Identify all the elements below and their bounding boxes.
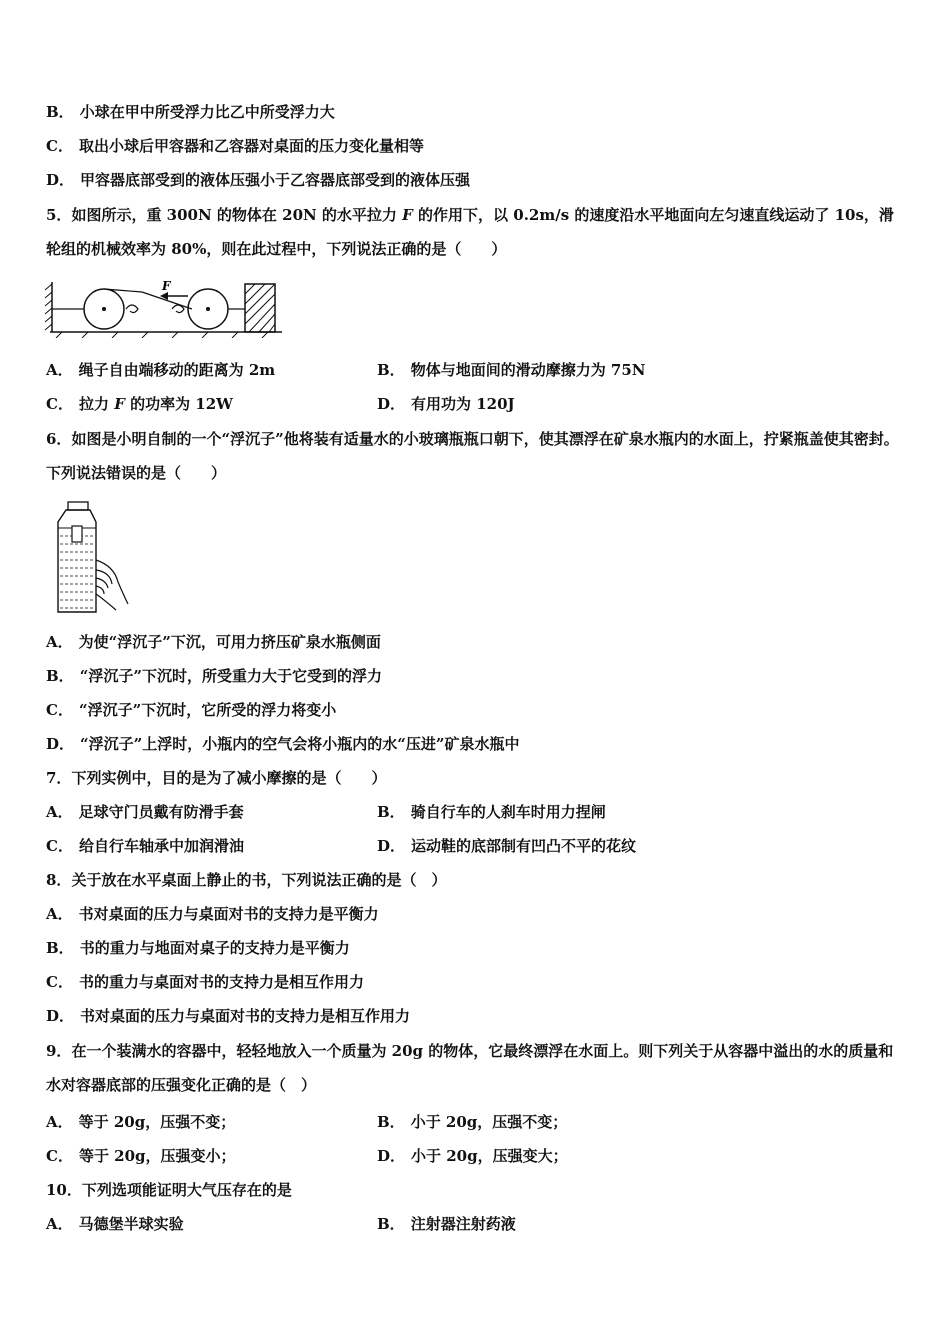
q9-option-a: A． 等于 20g，压强不变；	[46, 1113, 236, 1131]
q8-option-a: A． 书对桌面的压力与桌面对书的支持力是平衡力	[46, 905, 379, 923]
q9-option-c: C． 等于 20g，压强变小；	[46, 1147, 236, 1165]
q5-option-d: D． 有用功为 120J	[377, 395, 515, 413]
q5-option-a: A． 绳子自由端移动的距离为 2m	[46, 361, 276, 379]
q9-option-d: D． 小于 20g，压强变大；	[377, 1147, 568, 1165]
q7-option-d: D． 运动鞋的底部制有凹凸不平的花纹	[377, 837, 637, 855]
bottle-figure	[52, 500, 132, 618]
q6-option-b: B． “浮沉子”下沉时，所受重力大于它受到的浮力	[46, 667, 382, 685]
q6-option-a: A． 为使“浮沉子”下沉，可用力挤压矿泉水瓶侧面	[46, 633, 381, 651]
q6-stem: 6．如图是小明自制的一个“浮沉子”他将装有适量水的小玻璃瓶瓶口朝下，使其漂浮在矿泉水瓶内的水面上，拧紧瓶盖使其密封。下列说法错误的是（ ）	[46, 430, 899, 482]
pulley-figure	[42, 278, 287, 338]
q4-option-c: C． 取出小球后甲容器和乙容器对桌面的压力变化量相等	[46, 137, 424, 155]
pulley-diagram	[42, 278, 287, 338]
q4-option-d: D． 甲容器底部受到的液体压强小于乙容器底部受到的液体压强	[46, 171, 471, 189]
q7-option-c: C． 给自行车轴承中加润滑油	[46, 837, 244, 855]
q8-option-d: D． 书对桌面的压力与桌面对书的支持力是相互作用力	[46, 1007, 411, 1025]
q10-option-a: A． 马德堡半球实验	[46, 1215, 184, 1233]
q7-stem: 7．下列实例中，目的是为了减小摩擦的是（ ）	[46, 769, 387, 787]
q4-option-b: B． 小球在甲中所受浮力比乙中所受浮力大	[46, 103, 335, 121]
q5-option-c: C． 拉力 F 的功率为 12W	[46, 395, 234, 413]
q6-option-d: D． “浮沉子”上浮时，小瓶内的空气会将小瓶内的水“压进”矿泉水瓶中	[46, 735, 520, 753]
q5-option-b: B． 物体与地面间的滑动摩擦力为 75N	[377, 361, 646, 379]
q8-option-c: C． 书的重力与桌面对书的支持力是相互作用力	[46, 973, 364, 991]
q7-option-a: A． 足球守门员戴有防滑手套	[46, 803, 244, 821]
q6-option-c: C． “浮沉子”下沉时，它所受的浮力将变小	[46, 701, 337, 719]
q10-stem: 10．下列选项能证明大气压存在的是	[46, 1181, 292, 1199]
q8-option-b: B． 书的重力与地面对桌子的支持力是平衡力	[46, 939, 350, 957]
force-label: F	[162, 279, 171, 293]
q8-stem: 8．关于放在水平桌面上静止的书，下列说法正确的是（ ）	[46, 871, 447, 889]
q9-stem: 9．在一个装满水的容器中，轻轻地放入一个质量为 20g 的物体，它最终漂浮在水面上。则下列关于从容器中溢出的水的质量和水对容器底部的压强变化正确的是（ ）	[46, 1042, 894, 1094]
q10-option-b: B． 注射器注射药液	[377, 1215, 516, 1233]
q5-stem: 5．如图所示，重 300N 的物体在 20N 的水平拉力 F 的作用下，以 0.2m/s 的速度沿水平地面向左匀速直线运动了 10s，滑轮组的机械效率为 80%，则在此过程中，下列说法正确的是（ ）	[46, 206, 894, 258]
q9-option-b: B． 小于 20g，压强不变；	[377, 1113, 568, 1131]
q7-option-b: B． 骑自行车的人刹车时用力捏闸	[377, 803, 606, 821]
cartesian-diver-bottle	[52, 500, 132, 618]
